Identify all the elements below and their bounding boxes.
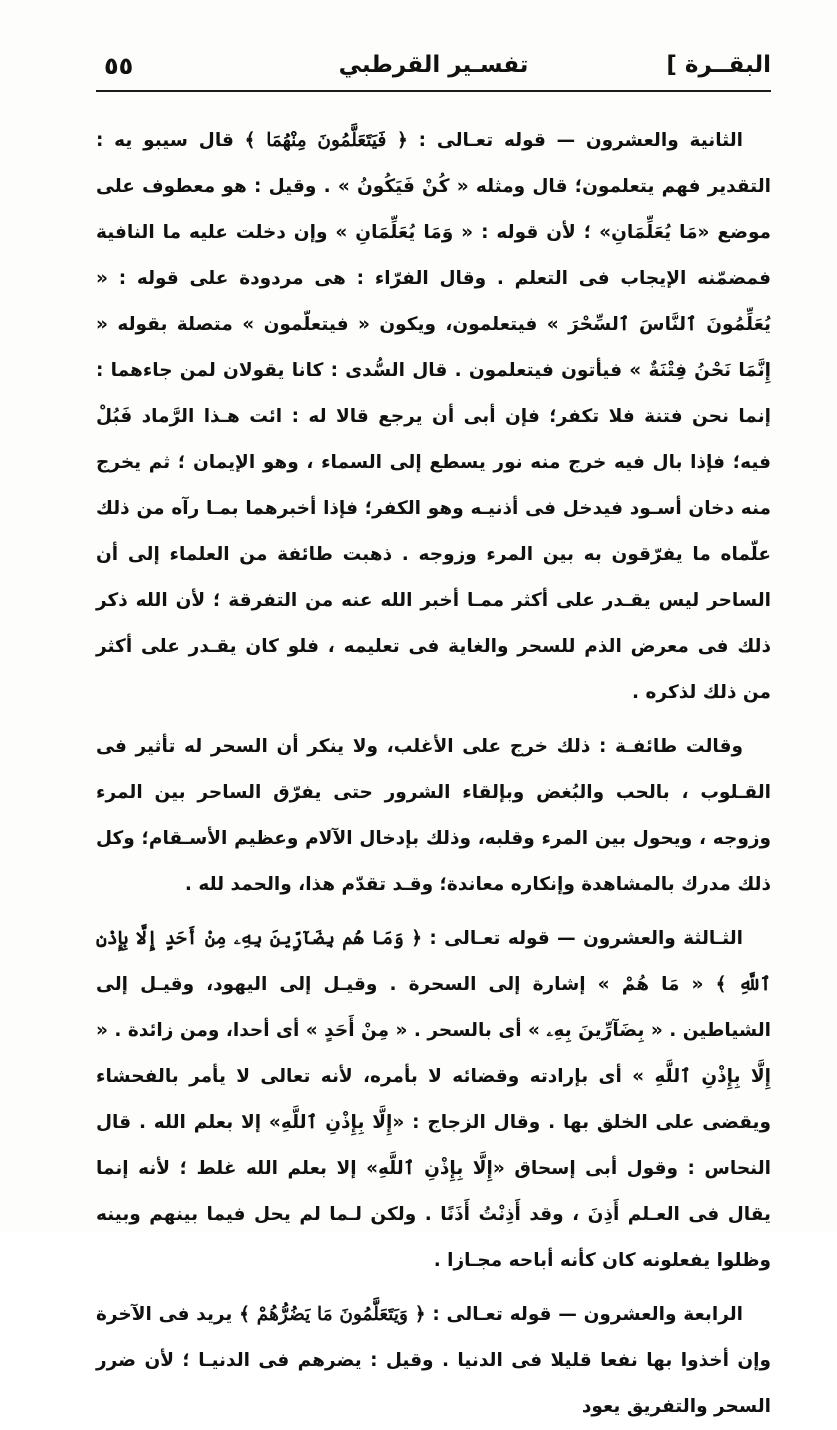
quran-verse: ﴿ وَمَا هُم بِضَآرِّينَ بِهِۦ مِنْ أَحَدٍ إِلَّا بِإِذْنِ ٱللَّهِ ﴾ <box>96 928 771 995</box>
book-title: تفسـير القرطبي <box>338 52 529 78</box>
paragraph-lead: الثانية والعشرون — قوله تعـالى : <box>407 130 743 151</box>
paragraph-lead: الثـالثة والعشرون — قوله تعـالى : <box>422 928 743 949</box>
paragraph-text: « مَا هُمْ » إشارة إلى السحرة . وقيـل إلى اليهود، وقيـل إلى الشياطين . « بِضَآرِّينَ بِهِۦ » أى بالسحر . « مِنْ أَحَدٍ » أى أحدا، ومن زائدة . « إِلَّا بِإِذْنِ ٱللَّهِ » أى بإرادته وقضائه لا بأمره، لأنه تعالى لا يأمر بالفحشاء ويقضى على الخلق بها . وقال الزجاج : «إِلَّا بِإِذْنِ ٱللَّهِ» إلا بعلم الله . قال النحاس : وقول أبى إسحاق «إِلَّا بِإِذْنِ ٱللَّهِ» إلا بعلم الله غلط ؛ لأنه إنما يقال فى العـلم أَذِنَ ، وقد أَذِنْتُ أَذَنًا . ولكن لـما لم يحل فيما بينهم وبينه وظلوا يفعلونه كان كأنه أباحه مجـازا . <box>95 974 771 1271</box>
paragraph-second-opinion <box>96 724 771 908</box>
quran-verse: ﴿ وَيَتَعَلَّمُونَ مَا يَضُرُّهُمْ ﴾ <box>239 1304 426 1325</box>
paragraph-lead: الرابعة والعشرون — قوله تعـالى : <box>425 1304 744 1325</box>
quran-verse: ﴿ فَيَتَعَلَّمُونَ مِنْهُمَا ﴾ <box>244 130 408 151</box>
paragraph-23 <box>96 916 771 1284</box>
page-header <box>96 44 771 92</box>
paragraph-22 <box>96 118 771 716</box>
page-body <box>96 118 771 1430</box>
surah-name: البقــرة ] <box>666 52 771 78</box>
page-number: ٥٥ <box>104 52 134 80</box>
paragraph-text: وقالت طائفـة : ذلك خرج على الأغلب، ولا ينكر أن السحر له تأثير فى القـلوب ، بالحب والبُغض وبإلقاء الشرور حتى يفرّق الساحر بين المرء وزوجه ، ويحول بين المرء وقلبه، وذلك بإدخال الآلام وعظيم الأسـقام؛ وكل ذلك مدرك بالمشاهدة وإنكاره معاندة؛ وقـد تقدّم هذا، والحمد لله . <box>96 736 771 895</box>
paragraph-24 <box>96 1292 771 1430</box>
paragraph-text: قال سيبو يه : التقدير فهم يتعلمون؛ قال ومثله « كُنْ فَيَكُونُ » . وقيل : هو معطوف على موضع «مَا يُعَلِّمَانِ» ؛ لأن قوله : « وَمَا يُعَلِّمَانِ » وإن دخلت عليه ما النافية فمضمّنه الإيجاب فى التعلم . وقال الفرّاء : هى مردودة على قوله : « يُعَلِّمُونَ ٱلنَّاسَ ٱلسِّحْرَ » فيتعلمون، ويكون « فيتعلّمون » متصلة بقوله « إِنَّمَا نَحْنُ فِتْنَةٌ » فيأتون فيتعلمون . قال السُّدى : كانا يقولان لمن جاءهما : إنما نحن فتنة فلا تكفر؛ فإن أبى أن يرجع قالا له : ائت هـذا الرَّماد فَبُلْ فيه؛ فإذا بال فيه خرج منه نور يسطع إلى السماء ، وهو الإيمان ؛ ثم يخرج منه دخان أسـود فيدخل فى أذنيـه وهو الكفر؛ فإذا أخبرهما بمـا رآه من ذلك علّماه ما يفرّقون به بين المرء وزوجه . ذهبت طائفة من العلماء إلى أن الساحر ليس يقـدر على أكثر ممـا أخبر الله عنه من التفرقة ؛ لأن الله ذكر ذلك فى معرض الذم للسحر والغاية فى تعليمه ، فلو كان يقـدر على أكثر من ذلك لذكره . <box>96 130 771 703</box>
paragraph-text: يريد فى الآخرة وإن أخذوا بها نفعا قليلا فى الدنيا . وقيل : يضرهم فى الدنيـا ؛ لأن ضرر السحر والتفريق يعود <box>96 1304 771 1417</box>
